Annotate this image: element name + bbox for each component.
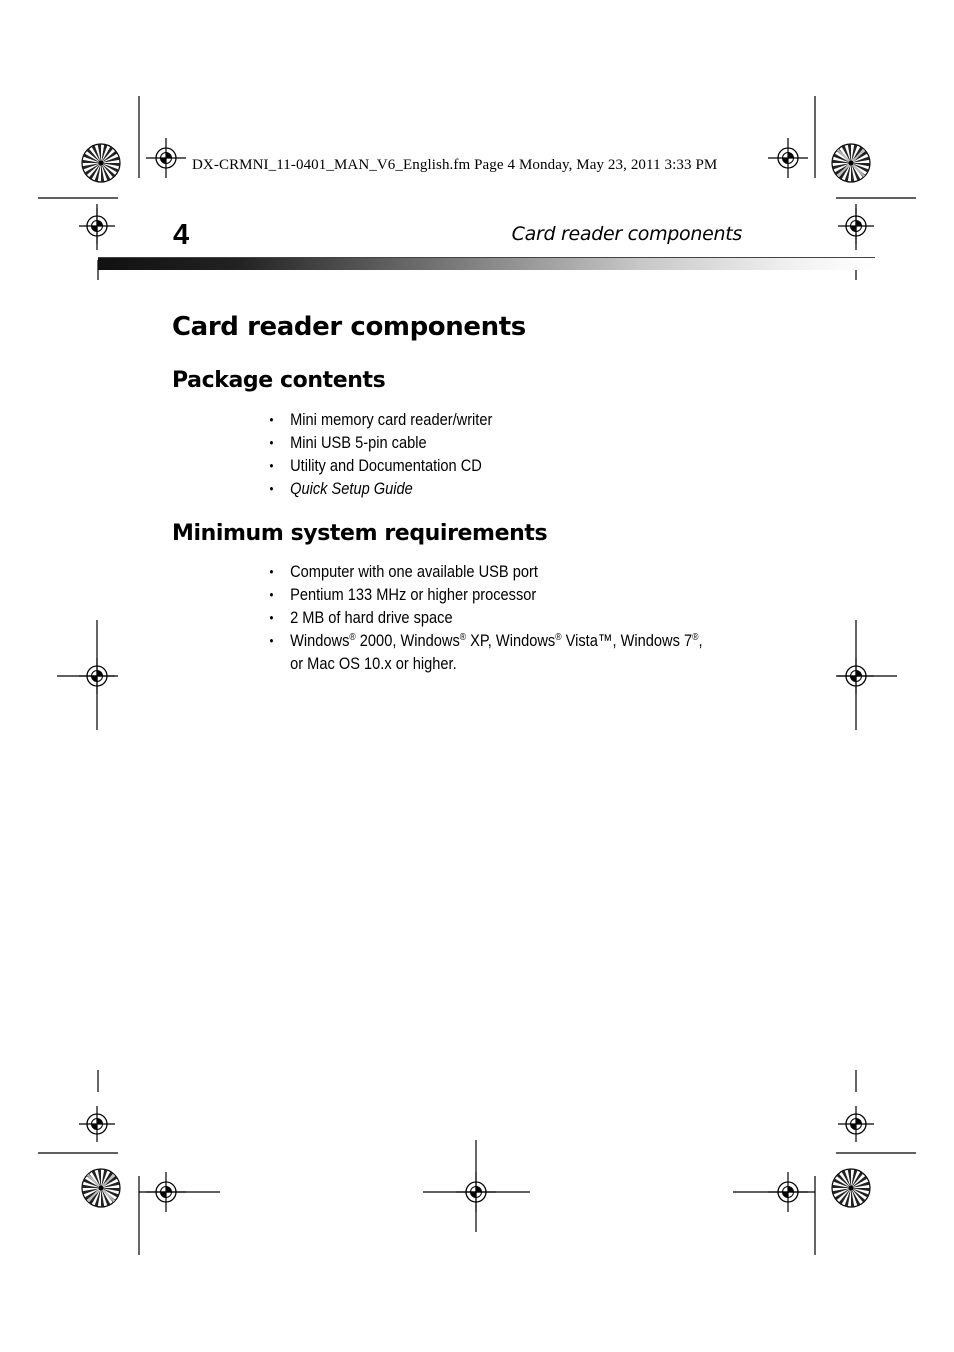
color-target-starburst-icon (832, 144, 870, 182)
list-item: • Quick Setup Guide (269, 479, 413, 498)
registration-mark-icon (768, 138, 808, 178)
bullet: • (269, 412, 274, 427)
list-item: • Computer with one available USB port (269, 562, 538, 581)
registration-mark-icon (146, 138, 186, 178)
registration-mark-icon (838, 1106, 874, 1142)
color-target-starburst-icon (832, 1169, 870, 1207)
package-contents-list (266, 408, 529, 500)
list-item: • Utility and Documentation CD (269, 456, 482, 475)
list-item-continuation: or Mac OS 10.x or higher. (290, 654, 457, 673)
list-item: • Mini memory card reader/writer (269, 410, 493, 429)
bullet: • (269, 435, 274, 450)
page-number: 4 (173, 219, 190, 251)
running-header-title: Card reader components (511, 223, 742, 245)
section-heading-system-requirements: Minimum system requirements (172, 521, 548, 546)
bullet: • (269, 458, 274, 473)
print-slug-line: DX-CRMNI_11-0401_MAN_V6_English.fm Page 4 Monday, May 23, 2011 3:33 PM (192, 157, 718, 173)
color-target-starburst-icon (82, 144, 120, 182)
list-item: • 2 MB of hard drive space (269, 608, 453, 627)
bullet: • (269, 633, 274, 648)
bullet: • (269, 610, 274, 625)
list-item-os: • Windows® 2000, Windows® XP, Windows® Vista™, Windows 7®, (269, 631, 703, 650)
page-title: Card reader components (172, 312, 526, 342)
bullet: • (269, 481, 274, 496)
header-gradient-rule (98, 258, 875, 270)
registration-mark-icon (79, 1106, 115, 1142)
list-item: • Pentium 133 MHz or higher processor (269, 585, 537, 604)
bullet: • (269, 564, 274, 579)
section-heading-package-contents: Package contents (172, 368, 386, 393)
system-requirements-list (266, 560, 774, 675)
color-target-starburst-icon (82, 1169, 120, 1207)
bullet: • (269, 587, 274, 602)
list-item: • Mini USB 5-pin cable (269, 433, 427, 452)
